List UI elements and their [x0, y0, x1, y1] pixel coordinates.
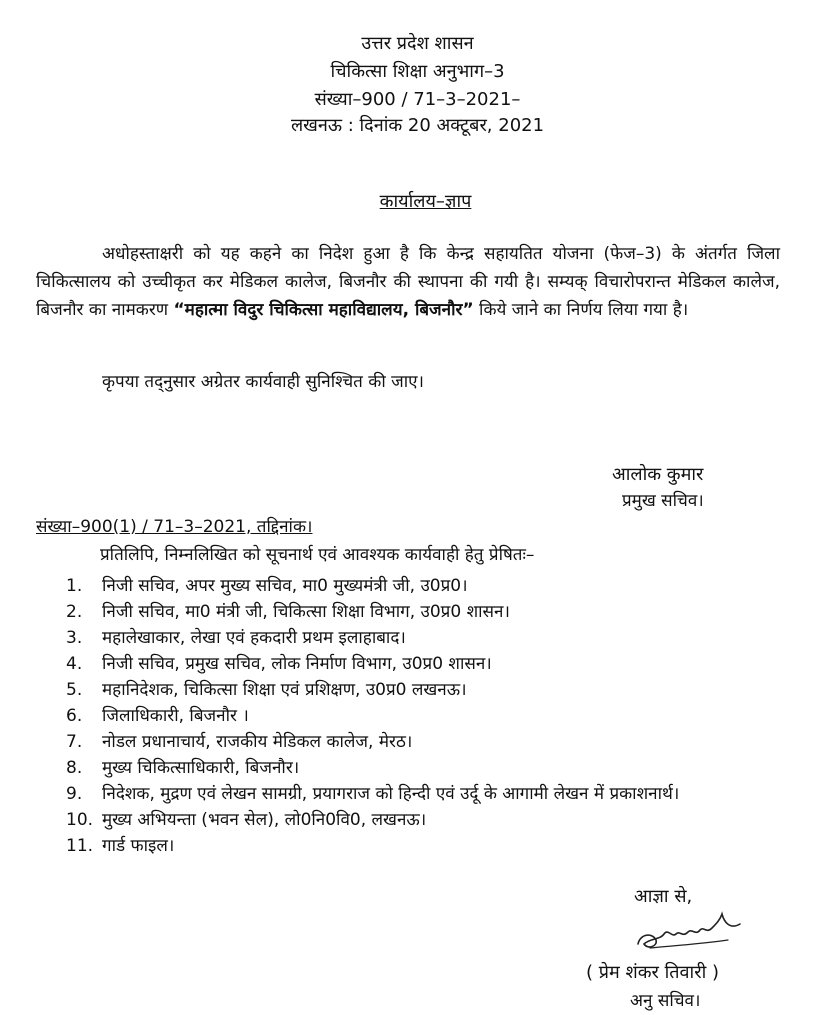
list-item-text: जिलाधिकारी, बिजनौर ।: [102, 706, 249, 726]
list-item-number: 8.: [66, 758, 83, 778]
list-item: [66, 755, 780, 781]
signatory-designation: प्रमुख सचिव।: [622, 491, 704, 511]
header-section: चिकित्सा शिक्षा अनुभाग–3: [330, 61, 505, 82]
list-item-number: 2.: [66, 602, 83, 622]
list-item: [66, 833, 780, 859]
list-item: [66, 703, 780, 729]
list-item-number: 5.: [66, 680, 83, 700]
list-item: [66, 599, 780, 625]
distribution-list: [66, 573, 780, 859]
undersecretary-name: ( प्रेम शंकर तिवारी ): [586, 962, 719, 983]
memo-paragraph-2: कृपया तद्नुसार अग्रेतर कार्यवाही सुनिश्चित की जाए।: [102, 372, 424, 392]
list-item-number: 3.: [66, 628, 83, 648]
memo-paragraph-1: [36, 240, 780, 324]
handwritten-signature: [630, 904, 750, 960]
list-item-text: गार्ड फाइल।: [102, 836, 175, 856]
list-item-text: मुख्य चिकित्साधिकारी, बिजनौर।: [102, 758, 300, 778]
list-item: [66, 651, 780, 677]
list-item-text: मुख्य अभियन्ता (भवन सेल), लो0नि0वि0, लखनऊ।: [102, 810, 427, 830]
list-item: [66, 677, 780, 703]
header-reference-number: संख्या–900 / 71–3–2021–: [314, 89, 521, 110]
list-item: [66, 625, 780, 651]
list-item-text: महालेखाकार, लेखा एवं हकदारी प्रथम इलाहाबाद।: [102, 628, 406, 648]
signatory-name: आलोक कुमार: [612, 464, 704, 485]
undersecretary-designation: अनु सचिव।: [630, 991, 701, 1011]
list-item: [66, 807, 780, 833]
copy-intro: प्रतिलिपि, निम्नलिखित को सूचनार्थ एवं आवश्यक कार्यवाही हेतु प्रेषितः–: [100, 545, 535, 565]
list-item-text: निजी सचिव, मा0 मंत्री जी, चिकित्सा शिक्षा विभाग, उ0प्र0 शासन।: [102, 602, 510, 622]
list-item-text: महानिदेशक, चिकित्सा शिक्षा एवं प्रशिक्षण, उ0प्र0 लखनऊ।: [102, 680, 467, 700]
list-item: [66, 729, 780, 755]
list-item-text: निदेशक, मुद्रण एवं लेखन सामग्री, प्रयागराज को हिन्दी एवं उर्दू के आगामी लेखन में प्रकाशनार्थ।: [102, 784, 680, 804]
list-item-number: 1.: [66, 576, 83, 596]
by-order-text: आज्ञा से,: [634, 886, 693, 907]
list-item-number: 9.: [66, 784, 83, 804]
list-item-text: नोडल प्रधानाचार्य, राजकीय मेडिकल कालेज, मेरठ।: [102, 732, 413, 752]
college-new-name: “महात्मा विदुर चिकित्सा महाविद्यालय, बिजनौर”: [173, 300, 474, 320]
header-place-date: लखनऊ : दिनांक 20 अक्टूबर, 2021: [290, 115, 545, 136]
list-item: [66, 781, 780, 807]
list-item-number: 11.: [66, 836, 94, 856]
list-item-number: 4.: [66, 654, 83, 674]
list-item-text: निजी सचिव, प्रमुख सचिव, लोक निर्माण विभाग, उ0प्र0 शासन।: [102, 654, 492, 674]
memo-title: कार्यालय–ज्ञाप: [379, 191, 472, 212]
copy-reference-number: संख्या–900(1) / 71–3–2021, तद्दिनांक।: [36, 517, 313, 537]
list-item-number: 7.: [66, 732, 83, 752]
paragraph-1-end: किये जाने का निर्णय लिया गया है।: [473, 300, 689, 320]
list-item-number: 6.: [66, 706, 83, 726]
list-item-number: 10.: [66, 810, 94, 830]
list-item: [66, 573, 780, 599]
list-item-text: निजी सचिव, अपर मुख्य सचिव, मा0 मुख्यमंत्री जी, उ0प्र0।: [102, 576, 468, 596]
paragraph-1-start: अधोहस्ताक्षरी को यह कहने का निदेश हुआ है कि केन्द्र सहायतित योजना (फेज–3) के अंतर्गत जिला चिकित्सालय को उच्चीकृत कर मेडिकल कालेज, बिजनौर की स्थापना की गयी है। सम्यक् विचारोपरान्त मेडिकल कालेज, बिजनौर का नामकरण: [36, 244, 780, 320]
header-department: उत्तर प्रदेश शासन: [361, 33, 474, 54]
